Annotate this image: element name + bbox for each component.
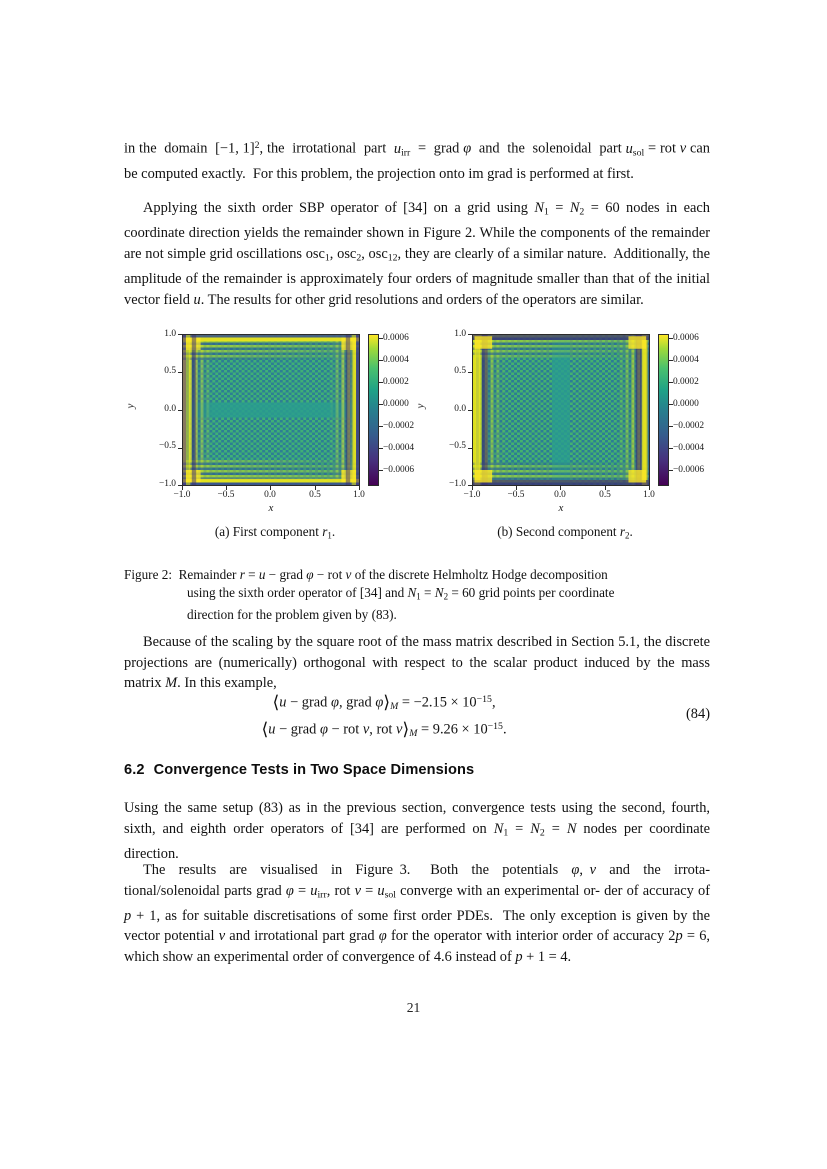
heatmap-image-b (473, 335, 649, 485)
colorbar-tick-label: −0.0002 (673, 421, 705, 431)
x-tick-label: 1.0 (643, 490, 655, 500)
colorbar-b (658, 334, 669, 486)
paragraph-applying: Applying the sixth order SBP operator of [34] on a grid using $N_1 = N_2 = 60$ nodes in each coordinate direction yields the remainder shown in Figure 2. While the components of the remainder are not simple grid oscillations osc$_1$, osc$_2$, osc$_{12}$, they are clearly of a similar nature. Additionally, the amplitude of the remainder is approximately four orders of magnitude smaller than that of the initial vector field u. The results for other grid resolutions and orders of the operators are similar. (124, 200, 711, 308)
colorbar-tick-label: 0.0002 (673, 377, 699, 387)
x-tick-label: 0.5 (599, 490, 611, 500)
y-tick-label: 0.5 (454, 366, 466, 376)
x-tick-label: −1.0 (463, 490, 481, 500)
colorbar-tick-label: 0.0006 (383, 333, 409, 343)
equation-84 (124, 692, 710, 754)
subfigure-caption-a: (a) First component $r_1$. (214, 524, 336, 541)
heatmap-axes-b (472, 334, 650, 486)
colorbar-tick-label: 0.0004 (673, 355, 699, 365)
y-axis-label-b: y (414, 403, 427, 409)
paragraph-scaling: Because of the scaling by the square root of the mass matrix described in Section 5.1, the discrete projections are (numerically) orthogonal with respect to the scalar product induced by the mass matrix M. In this example, (124, 634, 710, 692)
y-tick-label: −1.0 (158, 479, 176, 489)
colorbar-tick-label: 0.0000 (383, 399, 409, 409)
paragraph-intro: in the domain [−1, 1]$^2$, the irrotational part $u_{irr}$ = grad φ and the solenoidal part $u_{sol}$ = rot v can be computed exactly. For this problem, the projection onto im grad is performed at first. (124, 140, 710, 182)
y-tick-label: −0.5 (158, 441, 176, 451)
x-tick-label: 0.5 (309, 490, 321, 500)
x-tick-label: 0.0 (264, 490, 276, 500)
section-number: 6.2 (124, 762, 145, 778)
y-axis-label-a: y (124, 403, 137, 409)
colorbar-tick-label: −0.0006 (383, 465, 415, 475)
y-tick-label: −0.5 (448, 441, 466, 451)
paragraph-setup: Using the same setup (83) as in the previous section, convergence tests using the second, fourth, sixth, and eighth order operators of [34] are performed on $N_1 = N_2 = N$ nodes per coordinate direction. (124, 800, 710, 862)
x-tick-label: 1.0 (353, 490, 365, 500)
colorbar-tick-label: −0.0004 (673, 443, 705, 453)
subfigure-b (414, 322, 710, 541)
colorbar-tick-label: 0.0000 (673, 399, 699, 409)
equation-line-2: ⟨u − grad φ − rot v, rot $v⟩_M = 9.26 \times 10^{-15}$. (261, 719, 507, 739)
x-axis-label-b: x (558, 502, 564, 514)
subfigure-caption-b: (b) Second component $r_2$. (497, 524, 633, 541)
section-title: Convergence Tests in Two Space Dimensions (153, 762, 475, 778)
x-axis-label-a: x (268, 502, 274, 514)
y-tick-label: 0.0 (164, 404, 176, 414)
subfigure-a (124, 322, 420, 541)
y-tick-label: 0.5 (164, 366, 176, 376)
figure-2 (124, 322, 710, 552)
page-number: 21 (406, 1000, 421, 1015)
colorbar-tick-label: −0.0004 (383, 443, 415, 453)
x-tick-label: −0.5 (217, 490, 235, 500)
y-tick-label: 0.0 (454, 404, 466, 414)
colorbar-tick-label: 0.0002 (383, 377, 409, 387)
paragraph-results: The results are visualised in Figure 3. Both the potentials φ, v and the irrota- tional/solenoidal parts grad $\varphi = u_{irr}$, rot $v = u_{sol}$ converge with an experimental or- der of accuracy of p + 1, as for suitable discretisations of some first order PDEs. The only exception is given by the vector potential v and irrotational part grad φ for the operator with interior order of accuracy 2p = 6, which show an experimental order of convergence of 4.6 instead of p + 1 = 4. (124, 862, 710, 965)
equation-number: (84) (686, 706, 710, 722)
y-tick-label: 1.0 (164, 329, 176, 339)
colorbar-tick-label: 0.0004 (383, 355, 409, 365)
heatmap-axes-a (182, 334, 360, 486)
figure-caption-line-2: using the sixth order operator of [34] and $N_1 = N_2 = 60$ grid points per coordinate (187, 585, 615, 602)
figure-caption-line-1: Figure 2: Remainder r = u − grad φ − rot v of the discrete Helmholtz Hodge decomposition (124, 567, 608, 582)
x-tick-label: −1.0 (173, 490, 191, 500)
colorbar-a (368, 334, 379, 486)
y-tick-label: 1.0 (454, 329, 466, 339)
colorbar-tick-label: −0.0002 (383, 421, 415, 431)
heatmap-image-a (183, 335, 359, 485)
figure-caption (124, 566, 710, 625)
section-heading (124, 762, 710, 778)
x-tick-label: −0.5 (507, 490, 525, 500)
colorbar-tick-label: 0.0006 (673, 333, 699, 343)
colorbar-tick-label: −0.0006 (673, 465, 705, 475)
x-tick-label: 0.0 (554, 490, 566, 500)
y-tick-label: −1.0 (448, 479, 466, 489)
figure-caption-line-3: direction for the problem given by (83). (187, 607, 397, 623)
equation-line-1: ⟨u − grad φ, grad $\varphi⟩_M = -2.15 \times 10^{-15}$, (272, 692, 496, 712)
